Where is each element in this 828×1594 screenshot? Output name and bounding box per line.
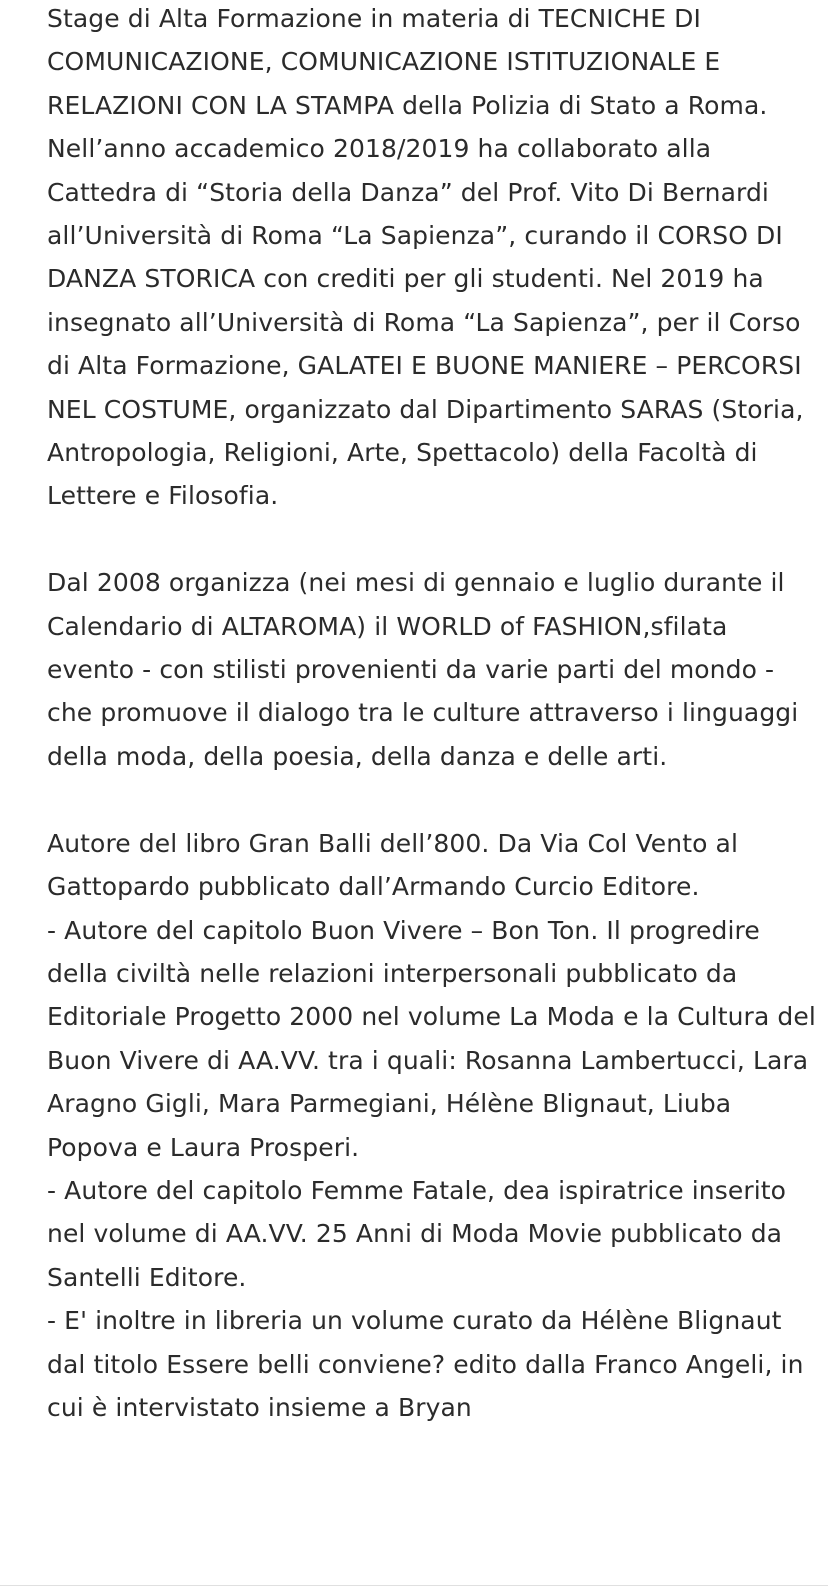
paragraph-chapter-buon-vivere: - Autore del capitolo Buon Vivere – Bon Ton. Il progredire della civiltà nelle relazioni interpersonali pubblicato da Editoriale Progetto 2000 nel volume La Moda e la Cultura del Buon Vivere di AA.VV. tra i quali: Rosanna Lambertucci, Lara Aragno Gigli, Mara Parmegiani, Hélène Blignaut, Liuba Popova e Laura Prosperi. xyxy=(47,915,816,1162)
paragraph-spacer xyxy=(47,778,822,821)
paragraph-chapter-femme-fatale: - Autore del capitolo Femme Fatale, dea ispiratrice inserito nel volume di AA.VV. 25 Anni di Moda Movie pubblicato da Santelli Editore. xyxy=(47,1175,787,1292)
paragraph-training: Stage di Alta Formazione in materia di TECNICHE DI COMUNICAZIONE, COMUNICAZIONE ISTITUZIONALE E RELAZIONI CON LA STAMPA della Polizia di Stato a Roma. Nell’anno accademico 2018/2019 ha collaborato alla Cattedra di “Storia della Danza” del Prof. Vito Di Bernardi all’Università di Roma “La Sapienza”, curando il CORSO DI DANZA STORICA con crediti per gli studenti. Nel 2019 ha insegnato all’Università di Roma “La Sapienza”, per il Corso di Alta Formazione, GALATEI E BUONE MANIERE – PERCORSI NEL COSTUME, organizzato dal Dipartimento SARAS (Storia, Antropologia, Religioni, Arte, Spettacolo) della Facoltà di Lettere e Filosofia. xyxy=(47,4,804,511)
paragraph-world-of-fashion: Dal 2008 organizza (nei mesi di gennaio e luglio durante il Calendario di ALTAROMA) il WORLD of FASHION,sfilata evento - con stilisti provenienti da varie parti del mondo - che promuove il dialogo tra le culture attraverso i linguaggi della moda, della poesia, della danza e delle arti. xyxy=(47,568,799,771)
article-body xyxy=(47,0,822,1429)
bottom-divider xyxy=(0,1585,828,1586)
paragraph-spacer xyxy=(47,518,822,561)
paragraph-volume-essere-belli: - E' inoltre in libreria un volume curato da Hélène Blignaut dal titolo Essere belli conviene? edito dalla Franco Angeli, in cui è intervistato insieme a Bryan xyxy=(47,1306,804,1422)
paragraph-book: Autore del libro Gran Balli dell’800. Da Via Col Vento al Gattopardo pubblicato dall’Armando Curcio Editore. xyxy=(47,828,739,902)
